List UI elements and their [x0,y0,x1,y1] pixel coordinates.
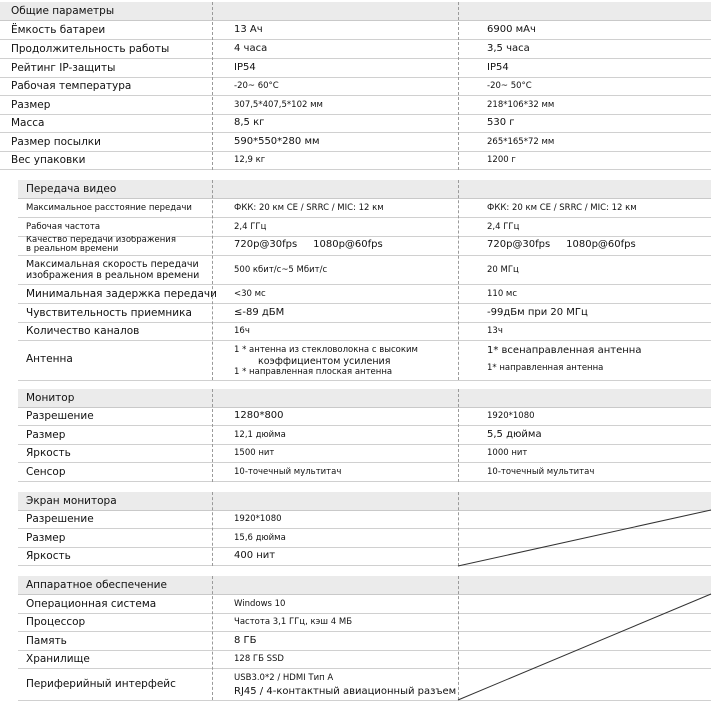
spec-value-1: <30 мс [234,289,266,299]
spec-label: Вес упаковки [11,154,86,166]
spec-row [18,547,711,566]
spec-row [0,114,711,133]
spec-label: Антенна [26,353,73,365]
spec-label: Память [26,635,67,647]
spec-label: Разрешение [26,410,94,422]
column-divider [212,180,213,380]
spec-label: Периферийный интерфейс [26,678,176,690]
spec-label: Максимальное расстояние передачи [26,203,192,213]
spec-value-2: ФКК: 20 км CE / SRRC / MIC: 12 км [487,203,637,213]
spec-row [0,151,711,170]
spec-row [18,236,711,256]
column-divider [212,2,213,170]
spec-value-2: 218*106*32 мм [487,100,555,110]
spec-label: Рабочая частота [26,222,101,232]
spec-row [18,426,711,445]
column-divider [212,576,213,700]
spec-label: Максимальная скорость передачи изображения в реальном времени [26,259,200,281]
spec-value-2: IP54 [487,62,509,73]
column-divider [458,2,459,170]
column-divider [212,389,213,482]
column-divider [458,389,459,482]
spec-value-1: 4 часа [234,43,268,54]
spec-value-2: 720p@30fps 1080p@60fps [487,239,636,250]
spec-value-1: Windows 10 [234,599,286,609]
spec-row [18,510,711,529]
spec-label: Хранилище [26,653,90,665]
spec-row [18,256,711,285]
spec-label: Яркость [26,550,71,562]
section-title: Общие параметры [11,5,115,17]
column-divider [212,492,213,566]
spec-row [18,632,711,651]
spec-label: Сенсор [26,466,66,478]
spec-row [18,199,711,218]
spec-row [18,529,711,548]
spec-label: Размер [26,532,66,544]
spec-value-1: 720p@30fps 1080p@60fps [234,239,383,250]
section-header-screen [18,492,711,511]
spec-row [0,40,711,59]
section-title: Аппаратное обеспечение [26,579,167,591]
column-divider [458,492,459,566]
spec-label: Ёмкость батареи [11,24,106,36]
spec-label: Размер [26,429,66,441]
spec-label: Разрешение [26,513,94,525]
spec-value-2: 1* всенаправленная антенна 1* направленная антенна [487,345,642,373]
spec-value-1: 1 * антенна из стекловолокна с высоким коэффициентом усиления 1 * направленная плоская антенна [234,345,418,377]
spec-value-1: 590*550*280 мм [234,136,320,147]
column-divider [458,576,459,700]
spec-value-1: USB3.0*2 / HDMI Тип A RJ45 / 4-контактный авиационный разъем [234,673,457,697]
section-title: Передача видео [26,183,117,195]
spec-value-1: 1280*800 [234,410,284,421]
spec-value-1: Частота 3,1 ГГц, кэш 4 МБ [234,617,353,627]
spec-row [18,463,711,482]
spec-label: Размер [11,99,51,111]
section-header-general [0,2,711,21]
spec-value-2: -20~ 50°C [487,81,532,91]
spec-value-1: IP54 [234,62,256,73]
spec-row [18,595,711,614]
spec-label: Процессор [26,616,86,628]
spec-value-2: 5,5 дюйма [487,429,542,440]
spec-value-1: 16ч [234,326,250,336]
spec-value-2: 110 мс [487,289,518,299]
spec-value-1: 12,1 дюйма [234,430,286,440]
spec-value-2: 1200 г [487,155,516,165]
spec-value-1: 8,5 кг [234,117,265,128]
spec-label: Размер посылки [11,136,101,148]
spec-row [0,77,711,96]
spec-value-1: 15,6 дюйма [234,533,286,543]
column-divider [458,180,459,380]
spec-value-2: 10-точечный мультитач [487,467,595,477]
spec-value-1: 10-точечный мультитач [234,467,342,477]
spec-row [18,218,711,237]
section-header-monitor [18,389,711,408]
spec-row [18,304,711,323]
section-title: Монитор [26,392,75,404]
spec-row [18,650,711,669]
spec-label: Чувствительность приемника [26,307,192,319]
spec-row [18,407,711,426]
spec-value-2: -99дБм при 20 МГц [487,307,588,318]
spec-value-2: 20 МГц [487,265,519,275]
spec-value-2: 3,5 часа [487,43,530,54]
spec-label: Количество каналов [26,325,140,337]
section-header-hardware [18,576,711,595]
spec-row [18,285,711,304]
spec-value-1: 1920*1080 [234,514,282,524]
spec-value-1: 13 Ач [234,24,263,35]
spec-value-2: 1920*1080 [487,411,535,421]
spec-row [0,133,711,152]
spec-value-1: ФКК: 20 км CE / SRRC / MIC: 12 км [234,203,384,213]
spec-row [18,322,711,341]
spec-row [0,96,711,115]
spec-label: Рейтинг IP-защиты [11,62,116,74]
spec-value-1: 128 ГБ SSD [234,654,284,664]
spec-row [18,613,711,632]
spec-value-2: 6900 мАч [487,24,536,35]
spec-label: Рабочая температура [11,80,132,92]
spec-value-1: 1500 нит [234,448,275,458]
spec-row-peripheral [18,669,711,701]
spec-row [0,59,711,78]
spec-row [18,444,711,463]
spec-value-1: 400 нит [234,550,276,561]
spec-row-antenna [18,341,711,381]
spec-value-1: 500 кбит/с~5 Мбит/с [234,265,328,275]
spec-value-2: 13ч [487,326,503,336]
spec-label: Продолжительность работы [11,43,170,55]
spec-value-1: -20~ 60°C [234,81,279,91]
spec-label: Масса [11,117,45,129]
spec-value-2: 530 г [487,117,515,128]
spec-value-1: 12,9 кг [234,155,266,165]
spec-value-1: 2,4 ГГц [234,222,267,232]
spec-value-2: 265*165*72 мм [487,137,555,147]
spec-label: Операционная система [26,598,157,610]
spec-value-2: 1000 нит [487,448,528,458]
section-header-video [18,180,711,199]
spec-value-1: 8 ГБ [234,635,257,646]
spec-row [0,21,711,40]
section-title: Экран монитора [26,495,117,507]
spec-label: Качество передачи изображения в реальном времени [26,236,176,254]
spec-label: Минимальная задержка передачи [26,288,217,300]
spec-value-1: 307,5*407,5*102 мм [234,100,323,110]
spec-value-1: ≤-89 дБМ [234,307,285,318]
spec-value-2: 2,4 ГГц [487,222,520,232]
spec-label: Яркость [26,447,71,459]
